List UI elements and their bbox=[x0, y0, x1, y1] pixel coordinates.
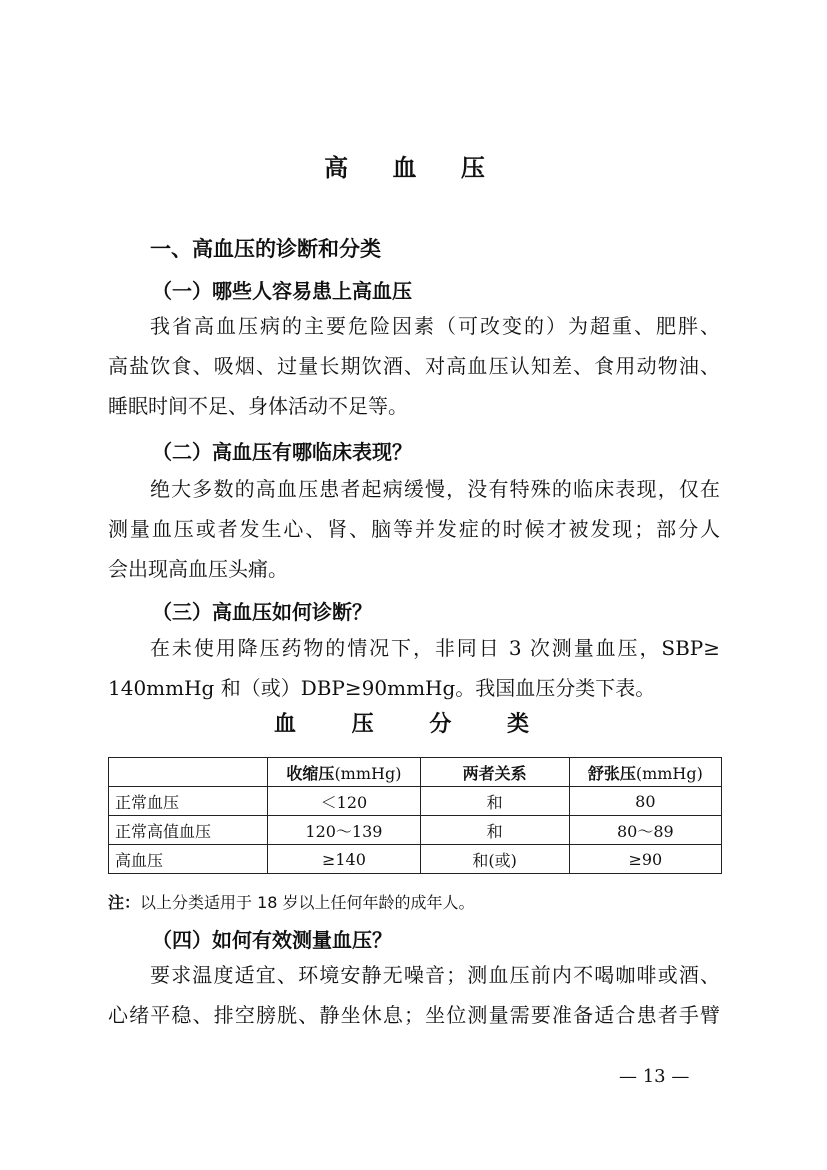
table-title: 血 压 分 类 bbox=[274, 711, 553, 737]
table-cell: 正常高值血压 bbox=[109, 816, 268, 845]
question-heading-2: （二）高血压有哪临床表现？ bbox=[152, 440, 412, 464]
section-heading-1: 一、高血压的诊断和分类 bbox=[150, 237, 381, 261]
question-heading-3: （三）高血压如何诊断？ bbox=[152, 600, 372, 624]
paragraph-line: 高盐饮食、吸烟、过量长期饮酒、对高血压认知差、食用动物油、 bbox=[108, 354, 720, 378]
table-header-systolic: 收缩压(mmHg) bbox=[268, 758, 420, 787]
paragraph-diagnosis bbox=[108, 628, 720, 708]
table-header-row bbox=[109, 758, 722, 787]
paragraph-line: 测量血压或者发生心、肾、脑等并发症的时候才被发现；部分人 bbox=[108, 517, 720, 541]
blood-pressure-table bbox=[108, 757, 722, 874]
page-number: — 13 — bbox=[619, 1066, 690, 1087]
table-header-empty bbox=[109, 758, 268, 787]
paragraph-line: 140mmHg 和（或）DBP≥90mmHg。我国血压分类下表。 bbox=[108, 676, 656, 700]
paragraph-risk-factors bbox=[108, 306, 720, 426]
table-cell: ＜120 bbox=[268, 787, 420, 816]
paragraph-clinical-signs bbox=[108, 469, 720, 589]
note-label: 注： bbox=[108, 893, 141, 912]
table-header-relation: 两者关系 bbox=[420, 758, 569, 787]
question-heading-1: （一）哪些人容易患上高血压 bbox=[152, 279, 412, 303]
table-cell: 和 bbox=[420, 787, 569, 816]
paragraph-line: 在未使用降压药物的情况下，非同日 3 次测量血压，SBP≥ bbox=[150, 636, 720, 660]
paragraph-measurement bbox=[108, 955, 720, 1035]
table-cell: 高血压 bbox=[109, 845, 268, 874]
paragraph-line: 我省高血压病的主要危险因素（可改变的）为超重、肥胖、 bbox=[150, 314, 720, 338]
table-note bbox=[108, 890, 475, 913]
table-cell: 120～139 bbox=[268, 816, 420, 845]
table-cell: ≥140 bbox=[268, 845, 420, 874]
table-cell: 80～89 bbox=[569, 816, 721, 845]
paragraph-line: 绝大多数的高血压患者起病缓慢，没有特殊的临床表现，仅在 bbox=[150, 477, 720, 501]
table-cell: 和(或) bbox=[420, 845, 569, 874]
question-heading-4: （四）如何有效测量血压？ bbox=[152, 928, 392, 952]
table-cell: ≥90 bbox=[569, 845, 721, 874]
table-header-diastolic: 舒张压(mmHg) bbox=[569, 758, 721, 787]
table-cell: 80 bbox=[569, 787, 721, 816]
paragraph-line: 睡眠时间不足、身体活动不足等。 bbox=[108, 394, 408, 418]
paragraph-line: 要求温度适宜、环境安静无噪音；测血压前内不喝咖啡或酒、 bbox=[150, 963, 720, 987]
table-cell: 和 bbox=[420, 816, 569, 845]
table-row bbox=[109, 787, 722, 816]
paragraph-line: 会出现高血压头痛。 bbox=[108, 557, 288, 581]
paragraph-line: 心绪平稳、排空膀胱、静坐休息；坐位测量需要准备适合患者手臂 bbox=[108, 1003, 720, 1027]
table-row bbox=[109, 816, 722, 845]
page-title: 高 血 压 bbox=[324, 153, 503, 182]
note-text: 以上分类适用于 18 岁以上任何年龄的成年人。 bbox=[140, 893, 475, 912]
table-row bbox=[109, 845, 722, 874]
table-cell: 正常血压 bbox=[109, 787, 268, 816]
